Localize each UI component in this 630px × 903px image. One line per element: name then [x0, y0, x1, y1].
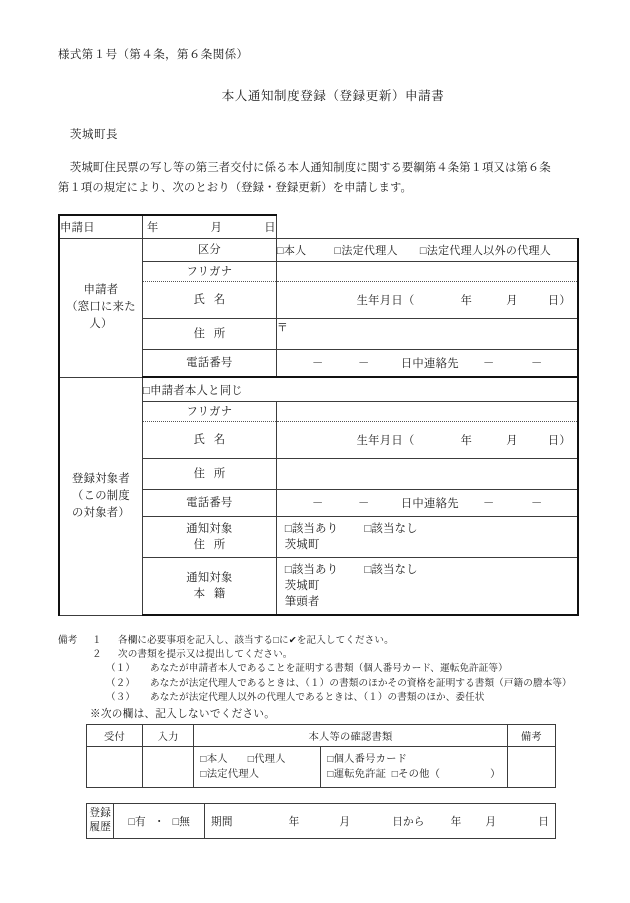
remarks-item-1-text: 各欄に必要事項を記入し、該当する□に✔を記入してください。	[118, 635, 394, 646]
notice-honseki-label-line1: 通知対象	[186, 572, 233, 584]
registrant-address-label	[143, 459, 277, 490]
registrant-birthdate-day: 日）	[547, 435, 571, 447]
registrant-furigana-input[interactable]	[276, 402, 578, 422]
applicant-category-row	[59, 239, 578, 262]
office-header-reception: 受付	[87, 725, 143, 747]
notice-address-label-c1: 住	[193, 539, 214, 551]
office-use-note: ※次の欄は、記入しないでください。	[90, 709, 276, 720]
checkbox-office-self[interactable]: □本人	[200, 754, 228, 765]
remarks-sub-2-text: あなたが法定代理人であるときは、（１）の書類のほかその資格を証明する書類（戸籍の謄本等）	[150, 677, 572, 689]
checkbox-office-other[interactable]: □その他（	[391, 769, 441, 780]
form-code: 様式第１号（第４条，第６条関係）	[58, 49, 249, 61]
registrant-furigana-label: フリガナ	[143, 402, 277, 422]
history-year-1: 年	[288, 816, 300, 828]
application-date-label: 申請日	[59, 215, 143, 239]
registrant-phone-dash1: －	[312, 498, 324, 510]
history-label-line2: 履歴	[89, 822, 111, 833]
checkbox-applicant-self[interactable]: □本人	[276, 245, 307, 257]
registrant-daytime-label: 日中連絡先	[400, 498, 459, 510]
checkbox-applicant-legal-rep[interactable]: □法定代理人	[334, 245, 398, 257]
registrant-name-label-c2: 名	[213, 434, 235, 446]
registrant-group-label	[59, 377, 143, 615]
history-period[interactable]	[205, 804, 556, 839]
history-yes-no[interactable]	[114, 804, 205, 839]
applicant-group-label-line1: 申請者	[83, 284, 119, 297]
remarks-sub-2	[58, 677, 588, 691]
history-day-2: 日	[538, 816, 549, 828]
application-date-year: 年	[147, 222, 159, 234]
registrant-birthdate-month: 月	[506, 435, 518, 447]
applicant-birthdate-day: 日）	[547, 295, 571, 307]
applicant-group-label-line3: 人）	[89, 318, 113, 331]
checkbox-office-rep[interactable]: □代理人	[247, 754, 286, 765]
applicant-address-input[interactable]	[276, 319, 578, 350]
registrant-name-input[interactable]	[276, 422, 578, 459]
office-person-type[interactable]	[194, 747, 321, 788]
registrant-phone-dash3: －	[483, 498, 495, 510]
notice-honseki-label-c2: 籍	[213, 588, 235, 600]
notice-address-town: 茨城町	[284, 539, 320, 551]
notice-address-label-line1: 通知対象	[186, 523, 233, 535]
applicant-birthdate-year: 年	[460, 295, 473, 307]
application-date-day: 日	[264, 222, 276, 234]
remarks-item-1	[58, 634, 588, 648]
notice-honseki-value[interactable]	[276, 558, 578, 616]
applicant-address-label-c1: 住	[193, 328, 214, 340]
office-input-input[interactable]	[142, 747, 193, 788]
registrant-phone-input[interactable]	[276, 490, 578, 517]
applicant-phone-dash4: －	[531, 358, 543, 370]
applicant-birthdate-label: 生年月日（	[356, 295, 415, 307]
remarks-item-1-num: １	[92, 635, 102, 646]
remarks-sub-2-num: （２）	[106, 677, 136, 689]
applicant-furigana-label: フリガナ	[143, 262, 277, 282]
office-remarks-input[interactable]	[507, 747, 555, 788]
remarks-item-2-text: 次の書類を提示又は提出してください。	[118, 649, 293, 661]
applicant-phone-label: 電話番号	[143, 350, 277, 378]
history-year-2: 年	[450, 816, 462, 828]
applicant-phone-dash3: －	[483, 358, 495, 370]
office-reception-input[interactable]	[87, 747, 143, 788]
checkbox-history-yes[interactable]: □有	[128, 816, 146, 828]
checkbox-office-drivers-license[interactable]: □運転免許証	[327, 769, 387, 780]
applicant-daytime-label: 日中連絡先	[400, 358, 459, 370]
checkbox-notice-honseki-yes[interactable]: □該当あり	[284, 564, 339, 576]
remarks-sub-1	[58, 662, 588, 676]
history-month-1: 月	[339, 816, 351, 828]
remarks-section	[58, 634, 588, 705]
application-date-spacer	[276, 215, 578, 239]
applicant-phone-dash1: －	[312, 358, 324, 370]
checkbox-applicant-other-rep[interactable]: □法定代理人以外の代理人	[419, 245, 552, 257]
remarks-item-2	[58, 648, 588, 662]
intro-line-1: 茨城町住民票の写し等の第三者交付に係る本人通知制度に関する要綱第４条第１項又は第６条	[70, 162, 551, 174]
addressee: 茨城町長	[70, 129, 118, 141]
registrant-address-label-c1: 住	[193, 468, 214, 480]
registrant-phone-label: 電話番号	[143, 490, 277, 517]
history-separator: ・	[153, 816, 165, 828]
registrant-same-row	[59, 377, 578, 402]
checkbox-notice-address-no[interactable]: □該当なし	[364, 523, 418, 535]
notice-address-label	[143, 517, 277, 558]
remarks-sub-1-num: （１）	[106, 663, 136, 675]
remarks-sub-3	[58, 691, 588, 705]
applicant-category-options[interactable]	[276, 239, 578, 262]
registrant-same-as-applicant[interactable]: □申請者本人と同じ	[143, 377, 579, 402]
applicant-group-label	[59, 239, 143, 378]
registrant-group-label-line2: （この制度	[72, 489, 130, 502]
applicant-birthdate-month: 月	[506, 295, 518, 307]
registrant-group-label-line3: の対象者）	[72, 506, 130, 519]
registrant-group-label-line1: 登録対象者	[72, 472, 130, 485]
page-title: 本人通知制度登録（登録更新）申請書	[221, 89, 445, 103]
remarks-label: 備考	[58, 635, 78, 646]
applicant-name-label-c1: 氏	[193, 294, 214, 306]
remarks-sub-3-num: （３）	[106, 691, 136, 703]
applicant-phone-dash2: －	[358, 358, 370, 370]
checkbox-office-legal-rep[interactable]: □法定代理人	[200, 769, 260, 780]
history-month-2: 月	[485, 816, 497, 828]
history-label	[87, 804, 114, 839]
registrant-name-label-c1: 氏	[193, 434, 214, 446]
notice-honseki-label-c1: 本	[193, 588, 214, 600]
office-header-verification: 本人等の確認書類	[194, 725, 507, 747]
registrant-name-label	[143, 422, 277, 459]
registrant-phone-dash2: －	[358, 498, 370, 510]
notice-address-label-c2: 所	[213, 539, 235, 551]
intro-paragraph	[58, 158, 578, 198]
checkbox-notice-address-yes[interactable]: □該当あり	[284, 523, 339, 535]
applicant-birthdate[interactable]	[277, 292, 577, 308]
notice-honseki-head: 筆頭者	[284, 596, 320, 608]
office-other-close-paren: ）	[490, 769, 501, 780]
application-date-fields[interactable]	[143, 215, 277, 239]
office-header-row	[87, 725, 556, 747]
registrant-address-input[interactable]	[276, 459, 578, 490]
notice-address-value[interactable]	[276, 517, 578, 558]
history-row	[87, 804, 556, 839]
remarks-item-2-num: ２	[92, 649, 102, 661]
applicant-address-label-c2: 所	[213, 328, 235, 340]
checkbox-office-mynumber-card[interactable]: □個人番号カード	[327, 754, 408, 765]
application-date-month: 月	[210, 222, 223, 234]
applicant-category-label: 区分	[143, 239, 277, 262]
registration-history-table	[86, 803, 556, 839]
registrant-phone-dash4: －	[531, 498, 543, 510]
office-body-row	[87, 747, 556, 788]
office-doc-type[interactable]	[321, 747, 507, 788]
history-from: 日から	[392, 816, 425, 828]
office-use-table	[86, 724, 556, 788]
notice-honseki-town: 茨城町	[284, 580, 320, 592]
history-period-label: 期間	[211, 816, 233, 828]
applicant-name-label	[143, 282, 277, 319]
applicant-name-input[interactable]	[276, 282, 578, 319]
registrant-birthdate[interactable]	[277, 432, 577, 448]
office-header-input: 入力	[142, 725, 193, 747]
remarks-sub-3-text: あなたが法定代理人以外の代理人であるときは、（１）の書類のほか、委任状	[150, 691, 485, 703]
postal-mark-icon: 〒	[276, 322, 289, 334]
registrant-birthdate-label: 生年月日（	[356, 435, 415, 447]
registrant-address-label-c2: 所	[213, 468, 235, 480]
remarks-sub-1-text: あなたが申請者本人であることを証明する書類（個人番号カード、運転免許証等）	[150, 663, 508, 675]
office-header-remarks: 備考	[507, 725, 555, 747]
applicant-phone-input[interactable]	[276, 350, 578, 378]
history-label-line1: 登録	[89, 808, 111, 819]
main-form-table	[58, 214, 579, 616]
checkbox-history-no[interactable]: □無	[172, 816, 191, 828]
applicant-group-label-line2: （窓口に来た	[66, 301, 136, 314]
checkbox-notice-honseki-no[interactable]: □該当なし	[364, 564, 418, 576]
applicant-address-label	[143, 319, 277, 350]
application-date-row	[59, 215, 578, 239]
applicant-furigana-input[interactable]	[276, 262, 578, 282]
notice-honseki-label	[143, 558, 277, 616]
applicant-name-label-c2: 名	[213, 294, 235, 306]
registrant-birthdate-year: 年	[460, 435, 473, 447]
intro-line-2: 第１項の規定により、次のとおり（登録・登録更新）を申請します。	[58, 182, 412, 194]
